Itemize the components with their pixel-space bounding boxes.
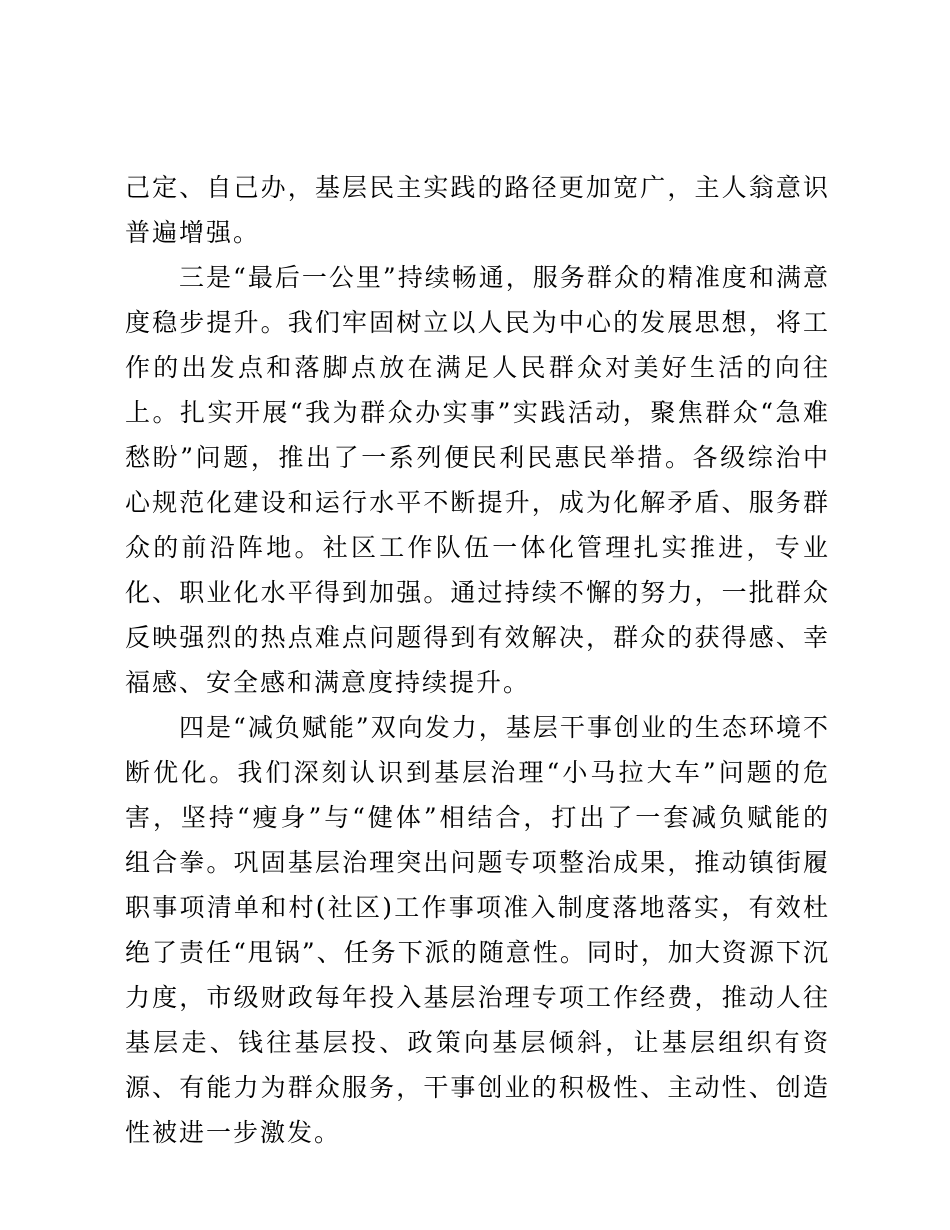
paragraph-continuation: 己定、自己办，基层民主实践的路径更加宽广，主人翁意识普遍增强。	[125, 173, 830, 247]
document-body	[125, 165, 830, 1155]
paragraph-fourth-point: 四是“减负赋能”双向发力，基层干事创业的生态环境不断优化。我们深刻认识到基层治理“小马拉大车”问题的危害，坚持“瘦身”与“健体”相结合，打出了一套减负赋能的组合拳。巩固基层治理突出问题专项整治成果，推动镇街履职事项清单和村(社区)工作事项准入制度落地落实，有效杜绝了责任“甩锅”、任务下派的随意性。同时，加大资源下沉力度，市级财政每年投入基层治理专项工作经费，推动人往基层走、钱往基层投、政策向基层倾斜，让基层组织有资源、有能力为群众服务，干事创业的积极性、主动性、创造性被进一步激发。	[125, 713, 830, 1147]
paragraph-third-point: 三是“最后一公里”持续畅通，服务群众的精准度和满意度稳步提升。我们牢固树立以人民为中心的发展思想，将工作的出发点和落脚点放在满足人民群众对美好生活的向往上。扎实开展“我为群众办实事”实践活动，聚焦群众“急难愁盼”问题，推出了一系列便民利民惠民举措。各级综治中心规范化建设和运行水平不断提升，成为化解矛盾、服务群众的前沿阵地。社区工作队伍一体化管理扎实推进，专业化、职业化水平得到加强。通过持续不懈的努力，一批群众反映强烈的热点难点问题得到有效解决，群众的获得感、幸福感、安全感和满意度持续提升。	[125, 263, 830, 697]
